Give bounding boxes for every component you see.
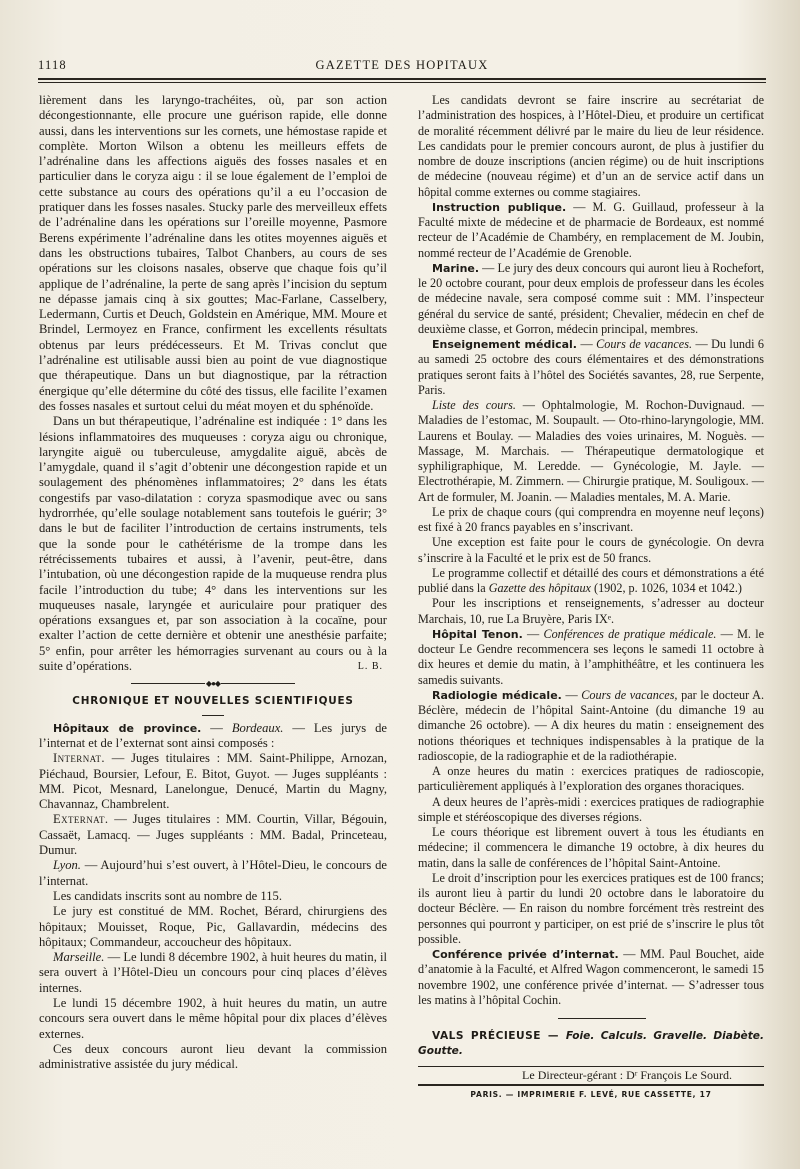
- news-paragraph: Les candidats devront se faire inscrire au secrétariat de l’administration des hospices, à l’Hôtel-Dieu, et produire un certificat de moralité récemment délivré par le maire du lieu de leur résidence. Les candidats pour le premier concours auront, de plus à justifier du nombre de douze inscriptions (ancien régime) ou de huit inscriptions de médecine (nouveau régime) et d’un an de service actif dans un hôpital comme externes ou comme stagiaires.: [418, 93, 764, 199]
- news-text: — Juges titulaires : MM. Courtin, Villar, Bégouin, Cassaët, Lamacq. — Juges suppléants : MM. Badal, Princeteau, Dumur.: [39, 812, 387, 858]
- news-item-marine: [418, 261, 764, 337]
- news-item-instruction-publique: [418, 200, 764, 261]
- page-header: [38, 56, 766, 76]
- news-text: Le programme collectif et détaillé des cours et démonstrations a été publié dans la: [418, 565, 764, 595]
- news-text: — Juges titulaires : MM. Saint-Philippe, Arnozan, Piéchaud, Boursier, Lefour, E. Bitot, Guyot. — Juges suppléants : MM. Picot, Mesnard, Lanelongue, Denucé, Martin du Magny, Chavannaz, Chambrelent.: [39, 751, 387, 812]
- news-text: (1902, p. 1026, 1034 et 1042.): [590, 581, 742, 595]
- news-item-marseille: [39, 950, 387, 996]
- city-name: Bordeaux.: [231, 720, 284, 735]
- news-text: — Aujourd’hui s’est ouvert, à l’Hôtel-Dieu, le concours de l’internat.: [39, 858, 387, 888]
- news-lead: Instruction publique.: [432, 200, 567, 214]
- news-text: — Le jury des deux concours qui auront lieu à Rochefort, le 20 octobre courant, pour deux emplois de professeur dans les écoles de médecine navale, sera composé comme suit : MM. l’inspecteur général du service de santé, président; Chevalier, médecin en chef de deuxième classe, et Gorron, médecin principal, membres.: [418, 260, 764, 336]
- news-text: — Du lundi 6 au samedi 25 octobre des cours élémentaires et des démonstrations pratiques seront faits à l’hôtel des Sociétés savantes, 28, rue Serpente, Paris.: [418, 337, 765, 397]
- news-lead: Conférence privée d’internat.: [432, 948, 619, 961]
- footer-rule-thick: [418, 1084, 764, 1086]
- news-paragraph: Le droit d’inscription pour les exercices pratiques est de 100 francs; ils auront lieu à partir du lundi 20 octobre dans le laboratoire du docteur Béclère. — En raison du nombre forcément très restreint des personnes qui pourront y participer, on est prié de s’inscrire le plus tôt possible.: [418, 870, 764, 946]
- course-name: Cours de vacances.: [596, 337, 693, 351]
- section-title: CHRONIQUE ET NOUVELLES SCIENTIFIQUES: [72, 694, 354, 707]
- divider-line: [131, 683, 205, 684]
- city-name: Lyon.: [53, 858, 81, 873]
- news-paragraph: Le prix de chaque cours (qui comprendra en moyenne neuf leçons) est fixé à 20 francs payables en s’inscrivant.: [418, 504, 764, 534]
- news-item-externat: [39, 812, 387, 858]
- subhead-label: Internat.: [53, 751, 105, 766]
- header-rule-thin: [38, 82, 766, 83]
- news-text: — Le lundi 8 décembre 1902, à huit heures du matin, il sera ouvert à l’Hôtel-Dieu un concours pour cinq places d’élèves internes.: [39, 950, 388, 995]
- news-item-liste-cours: [418, 398, 764, 505]
- article-paragraph: lièrement dans les laryngo-trachéites, où, par son action décongestionnante, elle procure une guérison rapide, elle donne aussi, dans les interventions sur les cornets, une hémostase rapide et complète. Morton Wilson a obtenu les meilleurs effets de l’adrénaline dans les affections aiguës des fosses nasales et en particulier dans le coryza aigu : il se loue également de l’emploi de cette substance au cours des opérations qu’il a eu l’occasion de pratiquer dans les fosses nasales. Stucky parle des merveilleux effets de l’adrénaline dans les opérations sur l’oreille moyenne, Pasmore Berens expérimente l’adrénaline dans les otites moyennes aiguës et dans les obstructions tubaires, Talbot Chanbers, au cours de ses opérations sur les cloisons nasales, observe que chaque fois qu’il applique de l’adrénaline, la perte de sang après l’incision du septum ne dépasse jamais cinq à six gouttes; Mac-Farlane, Casselbery, Ledermann, Curtis et Deuch, Goldstein en Amérique, MM. Moure et Brindel, Lermoyez en France, confirment les excellents résultats obtenus par leurs prédécesseurs. Et M. Trivas conclut que l’adrénaline est utilisable aussi bien au point de vue diagnostique que thérapeutique. Dans un but diagnostique, par la rétraction énergique qu’elle détermine du côté des tissus, elle facilite l’examen des fosses nasales et surtout celui du méat moyen et du sphénoïde.: [39, 93, 387, 413]
- news-paragraph: Le lundi 15 décembre 1902, à huit heures du matin, un autre concours sera ouvert dans le même hôpital pour dix places d’élèves externes.: [39, 996, 387, 1041]
- news-paragraph: A onze heures du matin : exercices pratiques de radioscopie, particulièrement appliqués à l’exploration des organes thoraciques.: [418, 764, 764, 794]
- journal-title: GAZETTE DES HOPITAUX: [315, 58, 489, 72]
- news-text: — M. G. Guillaud, professeur à la Faculté mixte de médecine et de pharmacie de Bordeaux, est nommé recteur de l’Académie de Chambéry, en remplacement de M. Joubin, nommé recteur de l’Académie de Grenoble.: [418, 199, 764, 260]
- journal-reference: Gazette des hôpitaux: [488, 581, 591, 595]
- news-item-radiologie: Radiologie médicale. — Cours de vacances, par le docteur A. Béclère, médecin de l’hôpital Saint-Antoine (du dimanche 19 au dimanche 26 octobre). — A dix heures du matin : enseignement des notions théoriques et techniques indispensables à la pratique de la radioscopie, de la radiographie et de la radiothérapie.: [418, 687, 764, 763]
- news-text: — Les jurys de l’internat et de l’externat sont ainsi composés :: [39, 720, 388, 750]
- ornamental-divider: [39, 677, 387, 691]
- director-line: Le Directeur-gérant : Dʳ François Le Sourd.: [522, 1068, 732, 1083]
- course-name: Conférences de pratique médicale.: [543, 626, 717, 641]
- news-paragraph: Pour les inscriptions et renseignements, s’adresser au docteur Marchais, 10, rue La Bruyère, Paris IXᵉ.: [418, 596, 764, 626]
- news-lead: Hôpital Tenon.: [432, 627, 523, 641]
- news-lead: Radiologie médicale.: [432, 688, 562, 702]
- advert-brand: VALS PRÉCIEUSE —: [432, 1029, 559, 1042]
- news-paragraph: Le jury est constitué de MM. Rochet, Bérard, chirurgiens des hôpitaux; Mouisset, Roque, Pic, Gallavardin, médecins des hôpitaux; Commandeur, accoucheur des hôpitaux.: [39, 904, 387, 949]
- header-rule-thick: [38, 78, 766, 80]
- news-item-hopitaux-province: Hôpitaux de province. — Bordeaux. — Les jurys de l’internat et de l’externat sont ainsi composés :: [39, 720, 388, 750]
- article-paragraph: Dans un but thérapeutique, l’adrénaline est indiquée : 1° dans les lésions inflammatoires des muqueuses : coryza aigu ou chronique, laryngite aiguë ou tuberculeuse, amygdalite aiguë, abcès de l’amygdale, quand il s’agit d’obtenir une décongestion rapide et un soulagement des phénomènes inflammatoires; 2° dans les états congestifs par vaso-dilatation : coryza spasmodique avec ou sans hydrorrhée, qu’elle soulage notablement sans toutefois le guérir; 3° dans le but de faciliter l’introduction de certains instruments, tels que la sonde pour le cathétérisme de la trompe dans les rétrécissements tubaires et aussi, à l’avenir, peut-être, dans l’intubation, où une décongestion rapide de la muqueuse rendra plus facile l’introduction du tube; 4° dans les interventions sur les muqueuses nasale, laryngée et auriculaire pour pratiquer des opérations exsangues et, par son association à la cocaïne, pour exalter l’action de cette dernière et obtenir une anesthésie parfaite; 5° enfin, pour arrêter les hémorragies survenant au cours ou à la suite d’opérations.: [39, 414, 387, 673]
- advert-rule: [558, 1018, 646, 1019]
- page-number: 1118: [38, 58, 67, 72]
- news-lead: Marine.: [432, 261, 480, 275]
- right-column: [418, 93, 764, 1169]
- news-paragraph: Les candidats inscrits sont au nombre de 115.: [53, 888, 282, 903]
- news-item-hopital-tenon: Hôpital Tenon. — Conférences de pratique médicale. — M. le docteur Le Gendre recommencera ses leçons le samedi 11 octobre à dix heures et demie du matin, à l’amphithéâtre, et les continuera les samedis suivants.: [418, 626, 764, 687]
- news-paragraph: Une exception est faite pour le cours de gynécologie. On devra s’inscrire à la Faculté et le prix est de 50 francs.: [418, 535, 764, 565]
- advertisement-vals: [418, 1029, 764, 1060]
- news-text: — Ophtalmologie, M. Rochon-Duvignaud. — Maladies de l’estomac, M. Soupault. — Oto-rhino-laryngologie, MM. Laurens et Boulay. — Maladies des voies urinaires, M. Noguès. — Massage, M. Marchais. — Thérapeutique dermatologique et syphiligraphique, M. Leredde. — Gynécologie, M. Jayle. — Electrothérapie, M. Zimmern. — Chirurgie pratique, M. Souligoux. — Art de formuler, M. Joanin. — Maladies mentales, M. A. Marie.: [418, 398, 764, 504]
- news-paragraph: A deux heures de l’après-midi : exercices pratiques de radiographie simple et stéréoscopique des diverses régions.: [418, 794, 764, 824]
- news-paragraph: Le cours théorique est librement ouvert à tous les étudiants en médecine; il commencera le dimanche 19 octobre, à dix heures du matin, dans la salle de conférences de l’hôpital Saint-Antoine.: [418, 825, 764, 870]
- article-signature: L. B.: [357, 661, 383, 673]
- subhead-label: Externat.: [53, 812, 109, 827]
- news-item-lyon: [39, 858, 387, 889]
- city-name: Marseille.: [53, 950, 105, 965]
- subhead-label: Liste des cours.: [432, 398, 516, 412]
- footer-rule: [418, 1066, 764, 1067]
- course-name: Cours de vacances,: [581, 687, 678, 702]
- news-lead: Hôpitaux de province.: [53, 721, 202, 735]
- left-column: [39, 93, 387, 1169]
- news-text: — M. le docteur Le Gendre recommencera ses leçons le samedi 11 octobre à dix heures et demie du matin, à l’amphithéâtre, et les continuera les samedis suivants.: [418, 626, 764, 687]
- divider-line: [221, 683, 295, 684]
- news-item-programme: [418, 566, 764, 597]
- news-text: — MM. Paul Bouchet, aide d’anatomie à la Faculté, et Alfred Wagon commenceront, le samedi 15 novembre 1902, une conférence privée d’internat. — S’adresser tous les matins à l’hôpital Cochin.: [418, 947, 764, 1007]
- printer-line: PARIS. — IMPRIMERIE F. LEVÉ, RUE CASSETTE, 17: [470, 1089, 712, 1099]
- news-lead: Enseignement médical.: [432, 338, 577, 351]
- news-item-internat: [39, 751, 387, 812]
- news-item-conference-privee: [418, 947, 764, 1008]
- advert-indications: Foie. Calculs. Gravelle. Diabète. Goutte.: [418, 1029, 764, 1058]
- section-rule: [202, 715, 224, 716]
- news-paragraph: Ces deux concours auront lieu devant la commission administrative assistée du jury médical.: [39, 1041, 387, 1072]
- divider-ornament-icon: ◆●◆: [205, 678, 221, 688]
- news-text: par le docteur A. Béclère, médecin de l’hôpital Saint-Antoine (du dimanche 19 au dimanche 26 octobre). — A dix heures du matin : enseignement des notions théoriques et techniques indispensables à la pratique de la radioscopie, de la radiographie et de la radiothérapie.: [418, 687, 764, 763]
- news-item-enseignement-medical: Enseignement médical. — Cours de vacances. — Du lundi 6 au samedi 25 octobre des cours élémentaires et des démonstrations pratiques seront faits à l’hôtel des Sociétés savantes, 28, rue Serpente, Paris.: [418, 337, 765, 397]
